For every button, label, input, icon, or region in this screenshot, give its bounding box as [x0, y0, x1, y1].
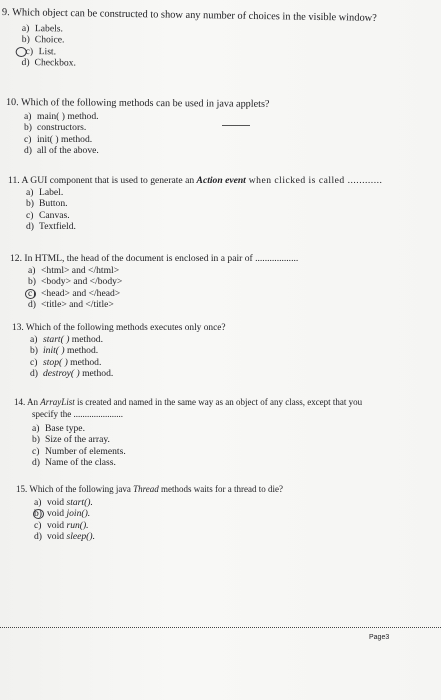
- option-a: a) Base type.: [32, 423, 85, 434]
- option-c: c) <head> and </head>: [28, 288, 122, 299]
- option-b: b) void join().: [34, 508, 91, 520]
- question-stem: 12. In HTML, the head of the document is enclosed in a pair of ..................: [10, 253, 299, 264]
- option-b: b) <body> and </body>: [28, 276, 123, 288]
- option-b: b) Choice.: [21, 34, 65, 46]
- option-b: b) init( ) method.: [30, 345, 99, 357]
- option-d: d) Checkbox.: [21, 57, 76, 69]
- option-a: a) Labels.: [21, 23, 63, 35]
- option-d: d) all of the above.: [24, 145, 99, 157]
- option-d: d) void sleep().: [34, 531, 95, 543]
- option-d: d) Name of the class.: [32, 457, 116, 469]
- option-c: c) void run().: [34, 519, 89, 531]
- option-d: d) Textfield.: [26, 221, 76, 233]
- question-stem: 15. Which of the following java Thread methods waits for a thread to die?: [16, 484, 283, 494]
- question-stem: 14. An ArrayList is created and named in the same way as an object of any class, except that you: [14, 397, 363, 407]
- handwritten-underline: [222, 125, 250, 126]
- option-b: b) Size of the array.: [32, 434, 110, 446]
- option-a: a) main( ) method.: [24, 111, 99, 122]
- option-b: b) constructors.: [24, 122, 87, 134]
- option-c: c) Canvas.: [26, 209, 70, 221]
- option-c: c) stop( ) method.: [30, 356, 102, 368]
- option-a: a) Label.: [26, 187, 64, 198]
- option-c: c) Number of elements.: [32, 445, 126, 457]
- option-b: b) Button.: [26, 198, 68, 210]
- option-a: a) <html> and </html>: [28, 265, 120, 276]
- question-stem: 11. A GUI component that is used to generate an Action event when clicked is called ............: [8, 175, 383, 186]
- footer-divider: [0, 627, 441, 628]
- option-c: c) init( ) method.: [24, 133, 93, 145]
- question-stem: 10. Which of the following methods can be used in java applets?: [5, 97, 270, 110]
- answer-circle: [16, 47, 27, 57]
- question-stem: 9. Which object can be constructed to show any number of choices in the visible window?: [1, 7, 377, 24]
- option-d: d) <title> and </title>: [28, 299, 114, 311]
- question-stem: 13. Which of the following methods executes only once?: [12, 323, 226, 333]
- option-a: a) void start().: [34, 497, 93, 508]
- question-stem-line2: specify the ......................: [32, 409, 123, 419]
- option-d: d) destroy( ) method.: [30, 368, 114, 380]
- option-c: c) List.: [22, 46, 76, 58]
- page-number: Page3: [369, 634, 390, 641]
- option-a: a) start( ) method.: [30, 334, 103, 345]
- answer-circle: [25, 289, 36, 299]
